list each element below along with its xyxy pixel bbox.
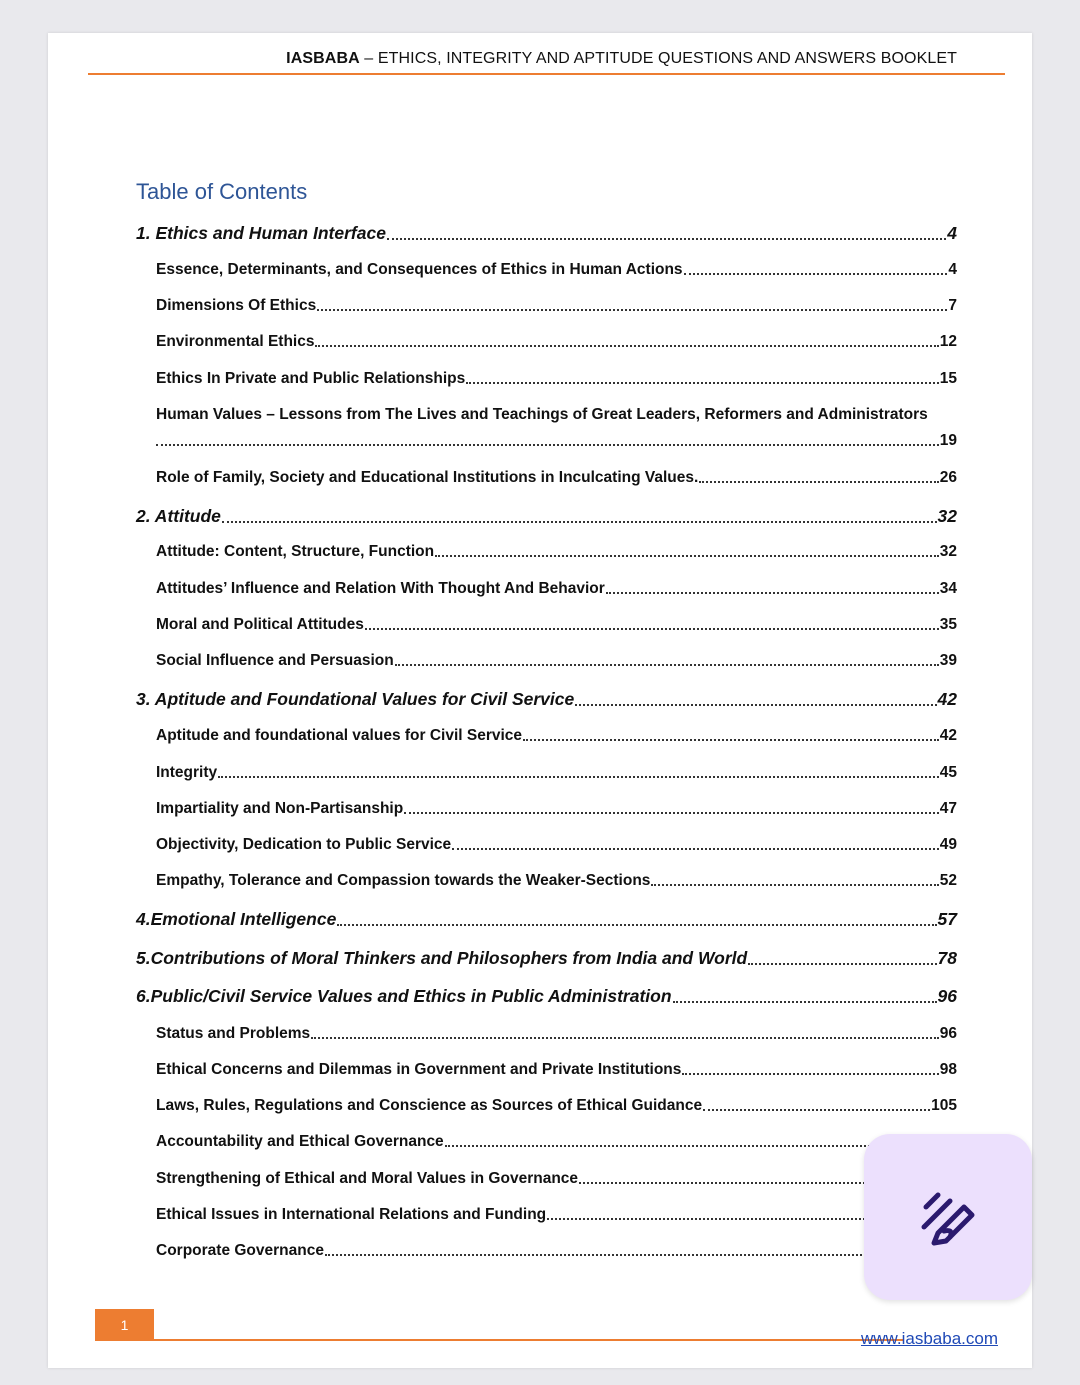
toc-entry-title: 3. Aptitude and Foundational Values for Civil Service bbox=[136, 689, 575, 709]
toc-entry-title: Social Influence and Persuasion bbox=[156, 652, 394, 669]
toc-section-entry[interactable] bbox=[136, 1170, 957, 1188]
toc-section-entry[interactable] bbox=[136, 370, 957, 388]
toc-entry-page: 96 bbox=[937, 986, 957, 1006]
toc-section-entry[interactable] bbox=[136, 1061, 957, 1079]
toc-section-entry[interactable] bbox=[136, 543, 957, 561]
toc-entry-page: 96 bbox=[939, 1025, 957, 1042]
toc-leader-dots bbox=[435, 555, 939, 557]
toc-entry-title: Objectivity, Dedication to Public Service bbox=[156, 836, 452, 853]
toc-section-entry[interactable] bbox=[136, 1133, 957, 1151]
toc-section-entry[interactable] bbox=[136, 333, 957, 351]
header-brand: IASBABA bbox=[286, 50, 360, 67]
toc-leader-dots bbox=[748, 963, 936, 965]
toc-leader-dots bbox=[317, 309, 947, 311]
toc-leader-dots bbox=[222, 521, 937, 523]
toc-entry-title: 1. Ethics and Human Interface bbox=[136, 223, 386, 243]
toc-entry-page: 78 bbox=[937, 948, 957, 968]
toc-section-entry[interactable] bbox=[136, 580, 957, 598]
toc-leader-dots bbox=[575, 704, 936, 706]
toc-leader-dots bbox=[651, 884, 938, 886]
website-link[interactable]: www.iasbaba.com bbox=[860, 1329, 998, 1348]
toc-section-entry[interactable] bbox=[136, 800, 957, 818]
toc-section-entry[interactable] bbox=[136, 1097, 957, 1115]
toc-entry-title: Human Values – Lessons from The Lives and Teachings of Great Leaders, Reformers and Administrators bbox=[156, 406, 928, 423]
toc-entry-page: 98 bbox=[939, 1061, 957, 1078]
toc-section-entry[interactable] bbox=[136, 616, 957, 634]
toc-chapter-entry[interactable] bbox=[136, 689, 957, 710]
toc-leader-dots bbox=[682, 1073, 938, 1075]
toc-entry-title: Accountability and Ethical Governance bbox=[156, 1133, 444, 1150]
toc-leader-dots bbox=[337, 924, 936, 926]
toc-entry-title: Laws, Rules, Regulations and Conscience as Sources of Ethical Guidance bbox=[156, 1097, 703, 1114]
toc-entry-page: 57 bbox=[937, 909, 957, 929]
toc-section-entry[interactable] bbox=[136, 764, 957, 782]
toc-leader-dots bbox=[404, 812, 939, 814]
toc-section-entry[interactable] bbox=[136, 727, 957, 745]
toc-leader-dots bbox=[315, 345, 938, 347]
toc-entry-title: Dimensions Of Ethics bbox=[156, 297, 317, 314]
toc-entry-page: 49 bbox=[939, 836, 957, 853]
toc-entry-page: 15 bbox=[939, 370, 957, 387]
toc-entry-title: Ethical Concerns and Dilemmas in Government and Private Institutions bbox=[156, 1061, 682, 1078]
toc-entry-page: 4 bbox=[948, 261, 957, 278]
toc-section-entry[interactable] bbox=[136, 297, 957, 315]
page-number-box bbox=[95, 1309, 154, 1341]
toc-entry-title: 4.Emotional Intelligence bbox=[136, 909, 337, 929]
toc-chapter-entry[interactable] bbox=[136, 948, 957, 969]
toc-leader-dots bbox=[703, 1109, 930, 1111]
toc-entry-title: Essence, Determinants, and Consequences of Ethics in Human Actions bbox=[156, 261, 683, 278]
toc-entry-page: 105 bbox=[931, 1097, 957, 1114]
toc-chapter-entry[interactable] bbox=[136, 223, 957, 244]
toc-section-entry[interactable] bbox=[136, 872, 957, 890]
toc-leader-dots bbox=[156, 444, 939, 446]
toc-section-entry[interactable] bbox=[136, 469, 957, 487]
toc-leader-dots bbox=[452, 848, 939, 850]
toc-leader-dots bbox=[387, 238, 946, 240]
toc-section-entry[interactable] bbox=[136, 261, 957, 279]
toc-entry-page: 19 bbox=[939, 432, 957, 449]
toc-chapter-entry[interactable] bbox=[136, 909, 957, 930]
toc-entry-title: Strengthening of Ethical and Moral Values in Governance bbox=[156, 1170, 579, 1187]
toc-entry-page: 4 bbox=[947, 223, 957, 243]
toc-section-entry[interactable] bbox=[136, 1025, 957, 1043]
toc-entry-title: 5.Contributions of Moral Thinkers and Philosophers from India and World bbox=[136, 948, 748, 968]
header-rule bbox=[88, 73, 1005, 75]
toc-leader-dots bbox=[684, 273, 948, 275]
toc-entry-page: 52 bbox=[939, 872, 957, 889]
toc-leader-dots bbox=[325, 1254, 957, 1256]
toc-entry-page: 32 bbox=[937, 506, 957, 526]
toc-section-entry[interactable] bbox=[136, 406, 957, 424]
pen-edit-icon bbox=[916, 1185, 980, 1249]
toc-section-entry[interactable] bbox=[136, 1242, 957, 1260]
toc-section-entry[interactable] bbox=[136, 1206, 957, 1224]
toc-entry-page: 39 bbox=[939, 652, 957, 669]
toc-entry-title: Attitudes’ Influence and Relation With Thought And Behavior bbox=[156, 580, 605, 597]
toc-entry-page: 45 bbox=[939, 764, 957, 781]
toc-entry-title: 6.Public/Civil Service Values and Ethics in Public Administration bbox=[136, 986, 672, 1006]
toc-entry-title: Ethical Issues in International Relations and Funding bbox=[156, 1206, 547, 1223]
header-title: – ETHICS, INTEGRITY AND APTITUDE QUESTIONS AND ANSWERS BOOKLET bbox=[359, 50, 957, 67]
toc-entry-continuation bbox=[156, 432, 957, 450]
toc-entry-title: Moral and Political Attitudes bbox=[156, 616, 364, 633]
toc-leader-dots bbox=[673, 1001, 937, 1003]
toc-entry-page: 26 bbox=[939, 469, 957, 486]
toc-leader-dots bbox=[523, 739, 939, 741]
toc-heading: Table of Contents bbox=[136, 179, 308, 204]
toc-leader-dots bbox=[606, 592, 939, 594]
toc-leader-dots bbox=[311, 1037, 939, 1039]
toc-entry-page: 42 bbox=[939, 727, 957, 744]
toc-entry-page: 32 bbox=[939, 543, 957, 560]
toc-entry-title: Environmental Ethics bbox=[156, 333, 315, 350]
toc-entry-title: Empathy, Tolerance and Compassion towards the Weaker-Sections bbox=[156, 872, 651, 889]
toc-entry-title: Role of Family, Society and Educational Institutions in Inculcating Values. bbox=[156, 469, 699, 486]
toc-section-entry[interactable] bbox=[136, 652, 957, 670]
toc-entry-title: Corporate Governance bbox=[156, 1242, 324, 1259]
toc-entry-page: 35 bbox=[939, 616, 957, 633]
toc-chapter-entry[interactable] bbox=[136, 986, 957, 1007]
toc-entry-title: Ethics In Private and Public Relationships bbox=[156, 370, 466, 387]
toc-chapter-entry[interactable] bbox=[136, 506, 957, 527]
toc-section-entry[interactable] bbox=[136, 836, 957, 854]
toc-entry-title: 2. Attitude bbox=[136, 506, 221, 526]
toc-entry-page: 47 bbox=[939, 800, 957, 817]
toc-leader-dots bbox=[365, 628, 939, 630]
toc-entry-title: Integrity bbox=[156, 764, 218, 781]
toc-leader-dots bbox=[395, 664, 939, 666]
annotate-button[interactable] bbox=[864, 1134, 1032, 1300]
page-header bbox=[48, 50, 957, 68]
toc-leader-dots bbox=[466, 382, 939, 384]
toc-leader-dots bbox=[218, 776, 939, 778]
toc-entry-title: Attitude: Content, Structure, Function bbox=[156, 543, 435, 560]
toc-entry-title: Status and Problems bbox=[156, 1025, 311, 1042]
toc-entry-title: Aptitude and foundational values for Civil Service bbox=[156, 727, 523, 744]
toc-entry-page: 34 bbox=[939, 580, 957, 597]
footer-rule bbox=[154, 1339, 904, 1341]
toc-entry-page: 7 bbox=[948, 297, 957, 314]
toc-entry-page: 42 bbox=[937, 689, 957, 709]
toc-entry-title: Impartiality and Non-Partisanship bbox=[156, 800, 404, 817]
page-number: 1 bbox=[120, 1317, 129, 1333]
toc-leader-dots bbox=[699, 481, 938, 483]
toc-entry-page: 12 bbox=[939, 333, 957, 350]
